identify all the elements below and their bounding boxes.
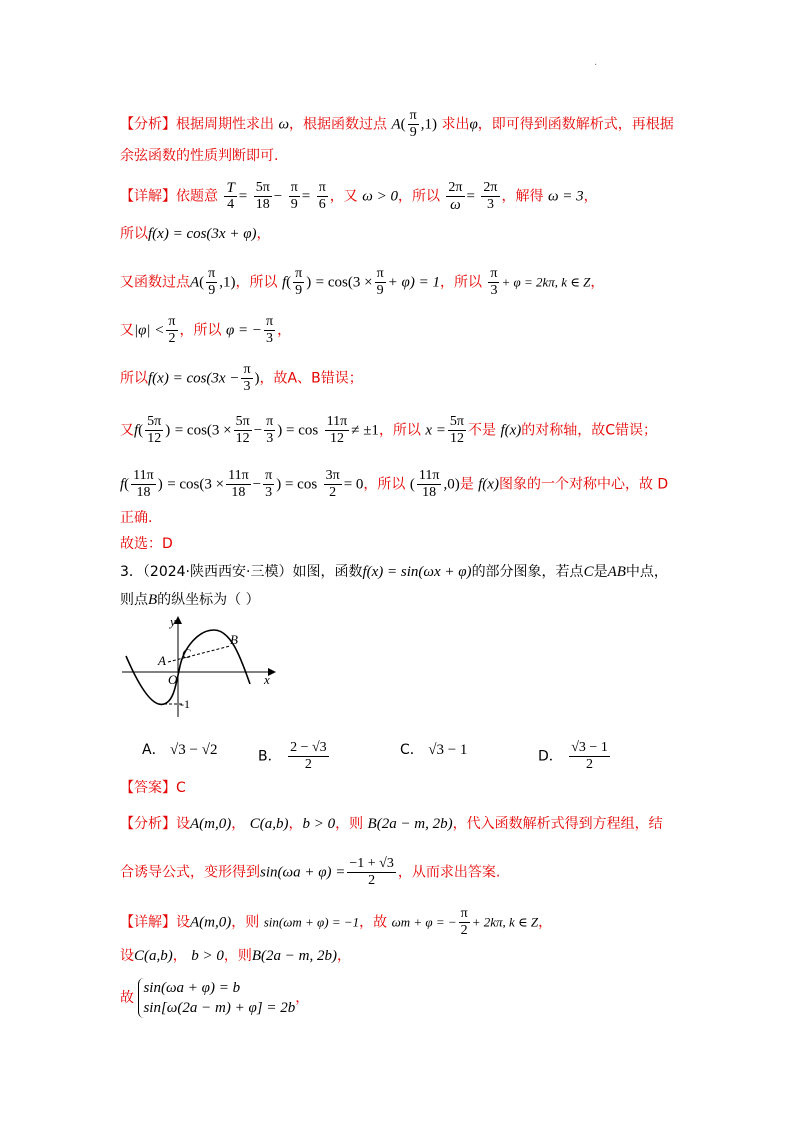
- analysis-1-line-2: 余弦函数的性质判断即可.: [120, 148, 279, 164]
- option-c[interactable]: C． √3 − 1: [400, 742, 468, 758]
- fraction: $\frac{\pi}{9}$: [409, 108, 417, 140]
- segment-ab: [168, 646, 230, 662]
- neg-one-label: -1: [180, 697, 190, 711]
- equation-system: sin(ωa + φ) = b sin[ω(2a − m) + φ] = 2b: [138, 978, 295, 1018]
- origin-label: O: [168, 672, 178, 687]
- symmetry-center-line: f( $\frac{11\pi}{18}$ ) = cos(3 × $\frac{11\pi}{18}$ − $\frac{\pi}{3}$ ) = cos $\frac{3\pi}{2}$ = 0，所以 ( $\frac{11\pi}{18}$ ,0)是 f(x)图象的一个对称中心，故 D: [120, 468, 669, 500]
- question-3-line-1: 3．（2024·陕西西安·三模）如图，函数f(x) = sin(ωx + φ)的部分图象，若点C是AB中点，: [120, 564, 668, 580]
- analysis-label: 【分析】: [120, 116, 176, 133]
- detail-2-line-1: 【详解】设A(m,0)，则 sin(ωm + φ) = −1，故 ωm + φ = − $\frac{\pi}{2}$ + 2kπ, k ∈ Z，: [120, 906, 553, 938]
- correct-line: 正确.: [120, 510, 153, 526]
- option-a[interactable]: A． √3 − √2: [142, 742, 218, 758]
- point-c-label: C: [182, 646, 191, 661]
- point-a-label: A: [158, 653, 166, 668]
- equation-system-line: 故 sin(ωa + φ) = b sin[ω(2a − m) + φ] = 2b ，: [120, 980, 310, 1016]
- x-label: x: [264, 672, 270, 687]
- corner-mark: ·: [594, 60, 598, 71]
- question-3-line-2: 则点B的纵坐标为（ ）: [120, 592, 260, 608]
- pass-point-line: 又函数过点A( $\frac{\pi}{9}$ ,1)，所以 f( $\frac{\pi}{9}$ ) = cos(3 × $\frac{\pi}{9}$ + φ) = 1，所以 $\frac{\pi}{3}$ + φ = 2kπ, k ∈ Z，: [120, 266, 605, 298]
- y-label: y: [170, 614, 176, 629]
- detail-1-line-1: 【详解】依题意 $\frac{T}{4}$ = $\frac{5\pi}{18}$ − $\frac{\pi}{9}$ = $\frac{\pi}{6}$ ，又 ω > 0，所以 $\frac{2\pi}{\omega}$ = $\frac{2\pi}{3}$ ，解得 ω = 3，: [120, 180, 598, 213]
- abs-phi-line: 又|φ| < $\frac{\pi}{2}$ ，所以 φ = − $\frac{\pi}{3}$ ，: [120, 314, 292, 346]
- so-line-2: 所以f(x) = cos(3x − $\frac{\pi}{3}$ )，故A、B错误；: [120, 362, 363, 394]
- analysis-2-line-1: 【分析】设A(m,0)， C(a,b)，b > 0，则 B(2a − m, 2b)，代入函数解析式得到方程组，结: [120, 816, 663, 832]
- symmetry-axis-line: 又f( $\frac{5\pi}{12}$ ) = cos(3 × $\frac{5\pi}{12}$ − $\frac{\pi}{3}$ ) = cos $\frac{11\pi}{12}$ ≠ ±1，所以 x = $\frac{5\pi}{12}$ 不是 f(x)的对称轴，故C错误；: [120, 414, 658, 446]
- so-line-1: 所以f(x) = cos(3x + φ)，: [120, 226, 271, 242]
- point-b-label: B: [230, 632, 238, 647]
- analysis-2-line-2: 合诱导公式，变形得到sin(ωa + φ) = $\frac{-1 + √3}{2}$ ，从而求出答案.: [120, 856, 501, 888]
- set-c-line: 设C(a,b)， b > 0，则B(2a − m, 2b)，: [120, 948, 351, 964]
- detail-label: 【详解】: [120, 188, 176, 205]
- sine-graph: [118, 612, 278, 722]
- answer-choice-1: 故选：D: [120, 536, 173, 552]
- option-b[interactable]: B． $\frac{2 - √3}{2}$: [258, 740, 327, 772]
- option-d[interactable]: D． $\frac{√3 - 1}{2}$: [538, 740, 608, 772]
- analysis-1-line-1: 【分析】根据周期性求出 ω，根据函数过点 A( $\frac{\pi}{9}$ ,1) 求出φ，即可得到函数解析式，再根据: [120, 108, 674, 140]
- answer-2: 【答案】C: [120, 780, 186, 796]
